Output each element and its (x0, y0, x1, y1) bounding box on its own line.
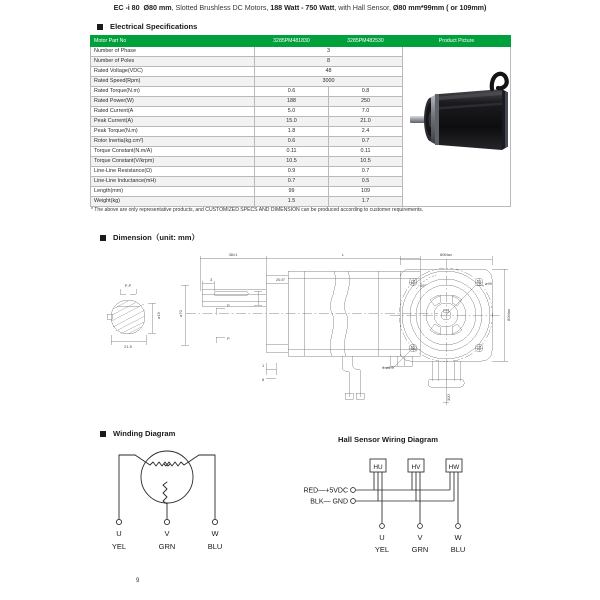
terminal-v (164, 519, 169, 524)
row-value-merged: 8 (255, 57, 403, 67)
row-value-2: 0.7 (329, 167, 403, 177)
winding-diagram-svg (95, 445, 295, 555)
row-value-2: 250 (329, 97, 403, 107)
hall-phase-u: U (379, 533, 385, 542)
hall-out-w (456, 524, 461, 529)
square-bullet-icon (100, 235, 106, 241)
dim-tol-small: 1 (262, 363, 265, 368)
row-value-merged: 3000 (255, 77, 403, 87)
row-label: Rated Torque(N.m) (91, 87, 255, 97)
motor-photo (406, 47, 507, 206)
row-label: Line-Line Inductance(mH) (91, 177, 255, 187)
row-label: Line-Line Resistance(Ω) (91, 167, 255, 177)
title-sensor: , with Hall Sensor, (334, 3, 393, 12)
hall-diagram-svg (300, 435, 515, 555)
row-label: Number of Phase (91, 47, 255, 57)
section-label-electrical: Electrical Specifications (110, 22, 198, 31)
dim-body-len: L (341, 252, 345, 257)
winding-phase-v: V (164, 529, 170, 538)
dimension-drawing-svg (90, 245, 520, 410)
row-value-1: 99 (255, 187, 329, 197)
dim-key-width: 21.5 (124, 344, 132, 349)
dim-shaft-dia: ø19 (156, 312, 161, 319)
row-value-2: 10.5 (329, 157, 403, 167)
hall-color-u: YEL (374, 545, 390, 554)
hall-phase-w: W (454, 533, 462, 542)
hall-power-label: RED—+5VDC (303, 487, 348, 495)
hall-wiring-diagram (300, 435, 515, 555)
row-value-2: 21.0 (329, 117, 403, 127)
row-label: Rated Current(A (91, 107, 255, 117)
terminal-vcc (351, 488, 356, 493)
dim-hole-note: 4-ø6.5 (382, 365, 394, 370)
row-label: Torque Constant(N.m/A) (91, 147, 255, 157)
row-value-1: 0.6 (255, 87, 329, 97)
row-value-1: 15.0 (255, 117, 329, 127)
row-label: Length(mm) (91, 187, 255, 197)
table-body (91, 47, 511, 207)
row-value-2: 0.8 (329, 87, 403, 97)
section-label-winding: Winding Diagram (113, 429, 176, 438)
section-header-winding (100, 429, 175, 438)
winding-phase-w: W (211, 529, 219, 538)
table-header-row (91, 36, 511, 47)
row-label: Peak Torque(N.m) (91, 127, 255, 137)
hall-out-u (380, 524, 385, 529)
row-value-2: 2.4 (329, 127, 403, 137)
row-value-2: 0.7 (329, 137, 403, 147)
row-value-1: 10.5 (255, 157, 329, 167)
terminal-u (116, 519, 121, 524)
table-footnote: * The above are only representative products, and CUSTOMIZED SPECS AND DIMENSION can be produced according to customer requirements. (91, 207, 424, 213)
title-model: EC -i 80 (113, 3, 140, 12)
winding-diagram (95, 445, 295, 555)
dim-angle: 45° (420, 283, 427, 288)
row-value-merged: 48 (255, 67, 403, 77)
winding-color-v: GRN (158, 542, 176, 551)
hall-color-w: BLU (450, 545, 466, 554)
section-header-electrical (97, 22, 197, 31)
dim-pilot-dia: ø70 (178, 310, 183, 317)
row-value-1: 0.9 (255, 167, 329, 177)
row-value-2: 0.11 (329, 147, 403, 157)
motor-illustration (406, 47, 514, 193)
hall-label-hw: HW (448, 464, 460, 471)
row-value-1: 1.5 (255, 197, 329, 207)
winding-color-w: BLU (207, 542, 223, 551)
row-label: Rated Speed(Rpm) (91, 77, 255, 87)
col-header-model-1: 3285PM481830 (255, 36, 329, 47)
terminal-w (212, 519, 217, 524)
page-title (0, 3, 600, 13)
electrical-spec-table (90, 35, 511, 207)
row-label: Number of Poles (91, 57, 255, 67)
row-label: Rotor Inertia(kg.cm²) (91, 137, 255, 147)
square-bullet-icon (97, 24, 103, 30)
title-power: 188 Watt - 750 Watt (270, 3, 335, 12)
dim-bolt-circle: ø99 (485, 281, 492, 286)
hall-phase-v: V (417, 533, 423, 542)
row-label: Weight(kg) (91, 197, 255, 207)
title-type: , Slotted Brushless DC Motors, (171, 3, 271, 12)
row-label: Rated Power(W) (91, 97, 255, 107)
row-value-1: 1.8 (255, 127, 329, 137)
dim-front-len: 38±1 (228, 252, 238, 257)
dim-flange-h: 80Max (506, 308, 511, 322)
row-value-1: 5.0 (255, 107, 329, 117)
dim-section-arrow-bot: P (227, 336, 230, 341)
page-number: 9 (136, 578, 140, 584)
row-label: Torque Constant(V/krpm) (91, 157, 255, 167)
row-value-1: 0.7 (255, 177, 329, 187)
dim-chamfer: 26.5° (276, 277, 286, 282)
section-label-dimension: Dimension（unit: mm） (113, 233, 200, 242)
dim-shaft-flat: 3 (210, 277, 213, 282)
dim-tol-small-2: 8 (262, 377, 265, 382)
dim-section-arrow-top: P (227, 303, 230, 308)
winding-phase-u: U (116, 529, 122, 538)
hall-gnd-label: BLK— GND (310, 498, 348, 506)
row-value-2: 109 (329, 187, 403, 197)
row-value-2: 7.0 (329, 107, 403, 117)
row-value-merged: 3 (255, 47, 403, 57)
hall-label-hu: HU (373, 464, 383, 471)
row-value-1: 0.11 (255, 147, 329, 157)
col-header-part-no: Motor Part No (91, 36, 255, 47)
row-label: Rated Voltage(VDC) (91, 67, 255, 77)
row-value-2: 1.7 (329, 197, 403, 207)
hall-diagram-title: Hall Sensor Wiring Diagram (338, 435, 438, 444)
row-value-2: 0.5 (329, 177, 403, 187)
winding-color-u: YEL (111, 542, 127, 551)
dim-section-mark: P-P (124, 283, 132, 288)
title-size: Ø80 mm*99mm ( or 109mm) (392, 3, 487, 12)
dimension-drawing (90, 245, 520, 410)
col-header-model-2: 3285PM482530 (329, 36, 403, 47)
hall-label-hv: HV (411, 464, 421, 471)
hall-out-v (418, 524, 423, 529)
dim-flange-sq: 80Max (439, 252, 453, 257)
row-value-1: 0.6 (255, 137, 329, 147)
row-value-1: 188 (255, 97, 329, 107)
table-row (91, 47, 511, 57)
terminal-gnd (351, 499, 356, 504)
hall-color-v: GRN (411, 545, 429, 554)
square-bullet-icon (100, 431, 106, 437)
title-diameter: Ø80 mm (143, 3, 172, 12)
product-picture-cell (403, 47, 511, 207)
col-header-product-picture: Product Picture (403, 36, 511, 47)
row-label: Peak Current(A) (91, 117, 255, 127)
section-header-dimension (100, 232, 199, 243)
dim-cable-len: 300 (446, 394, 451, 401)
